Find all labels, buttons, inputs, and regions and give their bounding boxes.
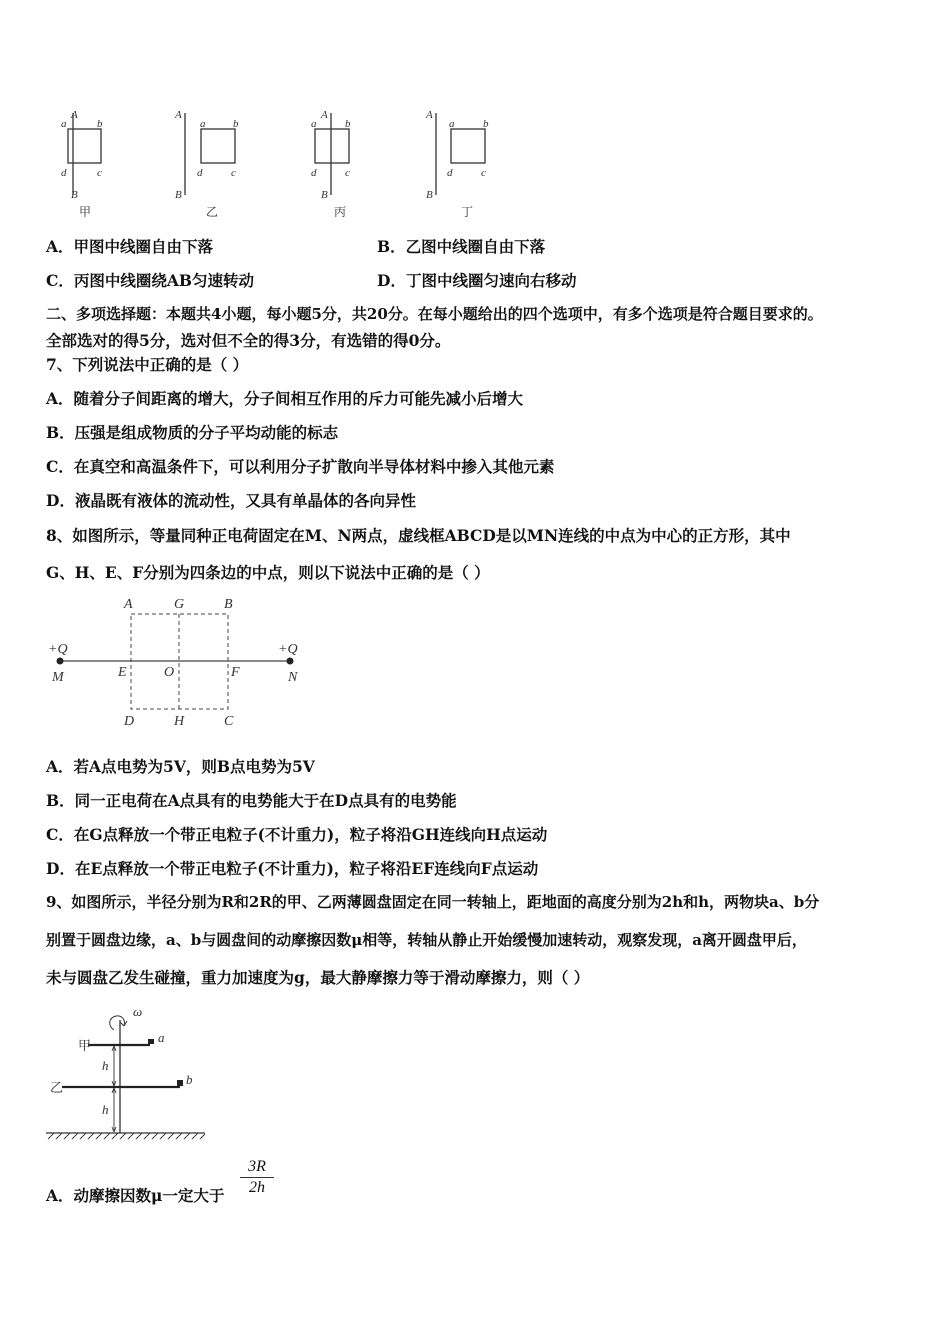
ground-hatching [48,1133,205,1139]
label-b: b [233,118,239,130]
label-d: d [447,167,453,179]
caption-yi: 乙 [206,205,219,219]
q6-option-b: B．乙图中线圈自由下落 [377,237,546,256]
label-B: B [426,189,433,201]
q8-option-d: D．在E点释放一个带正电粒子(不计重力)，粒子将沿EF连线向F点运动 [46,859,539,878]
block-b [177,1080,183,1086]
label-a: a [311,118,317,130]
rotation-arrow-icon [110,1016,125,1030]
label-plusq-right: +Q [278,642,298,657]
q8-stem-line1: 8、如图所示，等量同种正电荷固定在M、N两点，虚线框ABCD是以MN连线的中点为中心的正方形，其中 [46,526,791,545]
figure-ding [425,109,489,219]
label-b: b [97,118,103,130]
q8-figure [40,590,320,735]
q7-option-b: B．压强是组成物质的分子平均动能的标志 [46,423,339,442]
figure-jia [61,109,103,219]
label-c: c [97,167,102,179]
q9-stem-line3: 未与圆盘乙发生碰撞，重力加速度为g，最大静摩擦力等于滑动摩擦力，则（ ） [46,968,590,987]
q7-option-c: C．在真空和高温条件下，可以利用分子扩散向半导体材料中掺入其他元素 [46,457,555,476]
q8-option-a: A．若A点电势为5V，则B点电势为5V [46,757,315,776]
label-d: d [311,167,317,179]
label-h1: h [102,1058,109,1073]
q9-figure [40,1000,215,1145]
q9-stem-line1: 9、如图所示，半径分别为R和2R的甲、乙两薄圆盘固定在同一转轴上，距地面的高度分别为2h和h，两物块a、b分 [46,893,820,911]
label-B: B [224,597,233,612]
label-b: b [483,118,489,130]
label-B: B [321,189,328,201]
caption-ding: 丁 [461,205,474,219]
caption-jia: 甲 [79,205,92,219]
label-A: A [124,597,133,612]
label-a: a [449,118,455,130]
label-a: a [200,118,206,130]
q6-figures [55,105,515,225]
fraction-numerator: 3R [240,1158,274,1178]
label-O: O [164,665,175,680]
q7-stem: 7、下列说法中正确的是（ ） [46,355,249,374]
label-M: M [52,670,64,685]
q9-option-a: A．动摩擦因数μ一定大于 [46,1186,225,1205]
label-E: E [118,665,127,680]
caption-bing: 丙 [334,205,347,219]
label-omega: ω [133,1004,143,1019]
q7-option-a: A．随着分子间距离的增大，分子间相互作用的斥力可能先减小后增大 [46,389,524,408]
label-a: a [61,118,67,130]
q9-stem-line2: 别置于圆盘边缘，a、b与圆盘间的动摩擦因数μ相等，转轴从静止开始缓慢加速转动，观察发现，a离开圆盘甲后， [46,931,807,949]
label-b: b [345,118,351,130]
label-d: d [197,167,203,179]
label-a: a [158,1030,165,1045]
label-plusq-left: +Q [48,642,68,657]
label-N: N [288,670,298,685]
label-D: D [124,714,135,729]
label-yi: 乙 [50,1080,64,1095]
label-B: B [71,189,78,201]
label-d: d [61,167,67,179]
q9-option-a-fraction [240,1158,274,1197]
label-H: H [174,714,185,729]
label-B: B [175,189,182,201]
charge-m [57,658,64,665]
q8-option-b: B．同一正电荷在A点具有的电势能大于在D点具有的电势能 [46,791,457,810]
label-h2: h [102,1102,109,1117]
q7-option-d: D．液晶既有液体的流动性，又具有单晶体的各向异性 [46,491,416,510]
label-C: C [224,714,234,729]
figure-bing [311,109,351,219]
block-a [148,1039,154,1044]
label-A: A [71,109,78,121]
label-c: c [345,167,350,179]
q6-option-d: D．丁图中线圈匀速向右移动 [377,271,577,290]
fraction-denominator: 2h [249,1179,265,1196]
label-F: F [231,665,240,680]
label-A: A [175,109,182,121]
label-b: b [186,1072,193,1087]
q6-option-a: A．甲图中线圈自由下落 [46,237,214,256]
q8-stem-line2: G、H、E、F分别为四条边的中点，则以下说法中正确的是（ ） [46,563,490,582]
label-A: A [426,109,433,121]
section2-header-line2: 全部选对的得5分，选对但不全的得3分，有选错的得0分。 [46,331,451,350]
label-c: c [481,167,486,179]
q8-option-c: C．在G点释放一个带正电粒子(不计重力)，粒子将沿GH连线向H点运动 [46,825,548,844]
section2-header-line1: 二、多项选择题：本题共4小题，每小题5分，共20分。在每小题给出的四个选项中，有多个选项是符合题目要求的。 [46,305,823,323]
q6-option-c: C．丙图中线圈绕AB匀速转动 [46,271,254,290]
label-G: G [174,597,185,612]
charge-n [287,658,294,665]
label-jia: 甲 [78,1038,92,1053]
figure-yi [174,109,239,219]
label-c: c [231,167,236,179]
label-A: A [321,109,328,121]
